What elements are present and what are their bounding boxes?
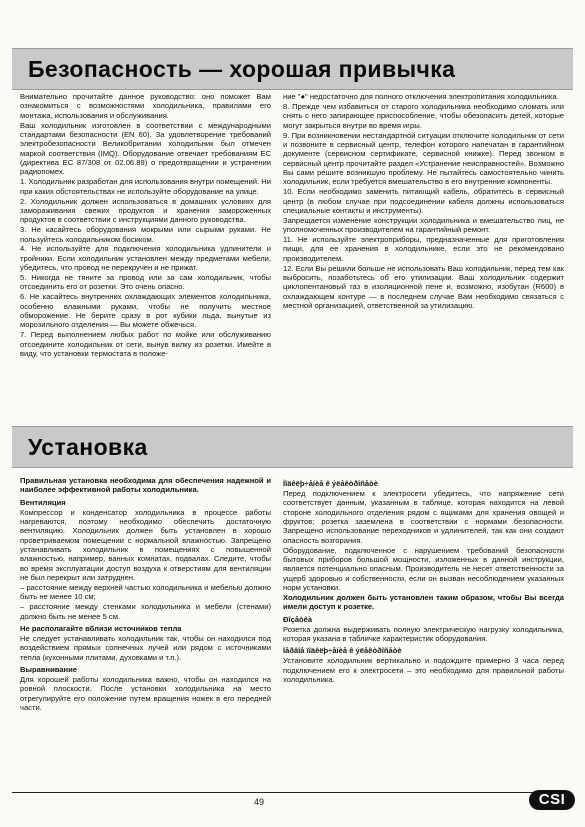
install-intro: Правильная установка необходима для обеспечения надежной и наиболее эффективной работы холодильника. — [20, 476, 271, 495]
safety-title: Безопасность — хорошая привычка — [28, 56, 456, 82]
safety-rule: 10. Если необходимо заменить питающий кабель, обратитесь в сервисный центр (в любом случае при подсоединении кабеля должны использоваться специальные контакты и инструменты). — [283, 187, 564, 215]
install-title-band — [12, 426, 573, 468]
safety-rule: 7. Перед выполнением любых работ по мойке или обслуживанию отсоедините холодильник от сети, вынув вилку из розетки. Имейте в виду, что установки термостата в положе- — [20, 330, 271, 359]
first-connection-text: Установите холодильник вертикально и подождите примерно 3 часа перед подключением его к электросети – это необходимо для правильной работы холодильника. — [283, 656, 564, 684]
safety-left-column — [20, 92, 271, 422]
safety-rule: 3. Не касайтесь оборудования мокрыми или сырыми руками. Не пользуйтесь холодильником босиком. — [20, 225, 271, 244]
ventilation-text: Компрессор и конденсатор холодильника в процессе работы нагреваются, поэтому необходимо обеспечить достаточную вентиляцию. Холодильник должен быть установлен в хорошо проветриваемом помещении с нормальной влажностью. Запрещено устанавливать холодильник в помещениях с повышенной влажностью, например, ванных комнатах, подвалах. Следите, чтобы во время эксплуатации доступ воздуха к отверстиям для вентиляции не был перекрыт или затруднен. — [20, 507, 271, 583]
safety-rule: ние "●" недостаточно для полного отключения электропитания холодильника. — [283, 92, 559, 101]
safety-rule: 9. При возникновении нестандартной ситуации отключите холодильник от сети и позвоните в сервисный центр, телефон которого напечатан в гарантийном документе (сервисном сертификате, сервисной книжке). Перед звонком в сервисный центр прочитайте раздел «Устранение неисправностей». Возможно Вы сами решите возникшую проблему. Не пытайтесь самостоятельно чинить холодильник, если требуется вмешательство в его внутренние компоненты. — [283, 130, 564, 187]
install-right-column — [283, 476, 564, 776]
install-left-column — [20, 476, 271, 776]
safety-rule: 1. Холодильник разработан для использования внутри помещений. Ни при каких обстоятельствах не используйте оборудование на улице. — [20, 177, 271, 196]
level-heading: Выравнивание — [20, 664, 78, 674]
distance-sides: – расстояние между стенками холодильника и мебели (стенами) должно быть не менее 5 см. — [20, 602, 271, 621]
safety-rule: 4. Не используйте для подключения холодильника удлинители и тройники. Если холодильник установлен между предметами мебели, убедитесь, что провод не перекручен и не прижат. — [20, 244, 271, 273]
safety-paragraph: Ваш холодильник изготовлен в соответствии с международными стандартами безопасности (EN 60). За удовлетворение требований электробезопасности Великобритании холодильник был отмечен маркой соответствия (IMQ). Оборудование отвечает требованиям ЕС (директива ЕС 87/308 от 02.06.89) о предотвращении и устранении радиопомех. — [20, 120, 271, 177]
distance-top: – расстояние между верхней частью холодильника и мебелью должно быть не менее 10 см; — [20, 582, 271, 602]
electric-text-2: Оборудование, подключенное с нарушением требований безопасности бытовых приборов большой мощности, изложенных в данной инструкции, является потенциально опасным. Производитель не несет ответственности за ущерб здоровью и собственности, если он вызван несоблюдением указанных норм установки. — [283, 545, 564, 592]
safety-rule: 2. Холодильник должен использоваться в домашних условиях для замораживания свежих продуктов и хранения замороженных продуктов в соответствии с инструкциями данного руководства. — [20, 196, 271, 225]
safety-rule: 11. Не используйте электроприборы, предназначенные для приготовления пищи, для ее хранения в холодильнике, если это не рекомендовано производителем. — [283, 235, 564, 263]
socket-heading: Ðîçåòêà — [283, 614, 313, 624]
electric-heading: Ïîäêëþ÷åíèå ê ýëåêòðîñåòè — [283, 479, 378, 488]
electric-text: Перед подключением к электросети убедитесь, что напряжение сети соответствует данным, указанным в таблице, которая находится на левой стороне холодильного отделения рядом с ящиками для хранения овощей и фруктов; розетка заземлена в соответствии с нормами безопасности. Запрещено использование переходников и удлинителей, так как они создают опасность возгорания. — [283, 488, 564, 545]
heat-text: Не следует устанавливать холодильник так, чтобы он находился под воздействием прямых солнечных лучей или рядом с источниками тепла (кухонными плитами, духовками и т.п.). — [20, 633, 271, 662]
safety-title-band — [12, 48, 573, 90]
safety-rule: 8. Прежде чем избавиться от старого холодильника необходимо сломать или снять с него запирающее приспособление, чтобы обезопасить детей, которые могут закрыться внутри во время игры. — [283, 101, 564, 130]
page-number: 49 — [254, 797, 265, 807]
socket-text: Розетка должна выдерживать полную электрическую нагрузку холодильника, которая указана в табличке характеристик оборудования. — [283, 624, 564, 643]
safety-rule: 6. Не касайтесь внутренних охлаждающих элементов холодильника, особенно влажными руками, чтобы не получить местное обморожение. Не берите сразу в рот кубики льда, вынутые из морозильного отделения — Вы можете обжечься. — [20, 292, 271, 330]
install-title: Установка — [28, 434, 148, 460]
socket-warning: Холодильник должен быть установлен таким образом, чтобы Вы всегда имели доступ к розетке. — [283, 592, 564, 612]
safety-rule: 12. Если Вы решили больше не использовать Ваш холодильник, перед тем как выбросить, позаботьтесь об его утилизации. Ваш холодильник содержит циклопентановый газ в изоляционной пене и, возможно, изобутан (R600) в охлаждающем контуре — в последнем случае Вам необходимо связаться с местной организацией, ответственной за утилизацию. — [283, 263, 564, 311]
level-text: Для хорошей работы холодильника важно, чтобы он находился на ровной плоскости. После установки холодильника на место отрегулируйте его положение путем вращения ножек в его передней части. — [20, 674, 271, 712]
safety-rule: 5. Никогда не тяните за провод или за сам холодильник, чтобы отсоединить его от розетки. Это очень опасно. — [20, 273, 271, 292]
ventilation-heading: Вентиляция — [20, 497, 66, 507]
language-badge: CSI — [529, 790, 575, 810]
first-connection-heading: Ïåðâîå ïîäêëþ÷åíèå ê ýëåêòðîñåòè — [283, 646, 402, 656]
footer-divider — [12, 792, 567, 793]
safety-right-column — [283, 92, 564, 422]
heat-heading: Не располагайте вблизи источников тепла — [20, 623, 182, 633]
safety-paragraph: Запрещается изменение конструкции холодильника и вмешательство лиц, не уполномоченных производителем на гарантийный ремонт. — [283, 215, 564, 235]
safety-paragraph: Внимательно прочитайте данное руководство: оно поможет Вам ознакомиться с возможностями холодильника, правилами его монтажа, использования и обслуживания. — [20, 92, 271, 120]
